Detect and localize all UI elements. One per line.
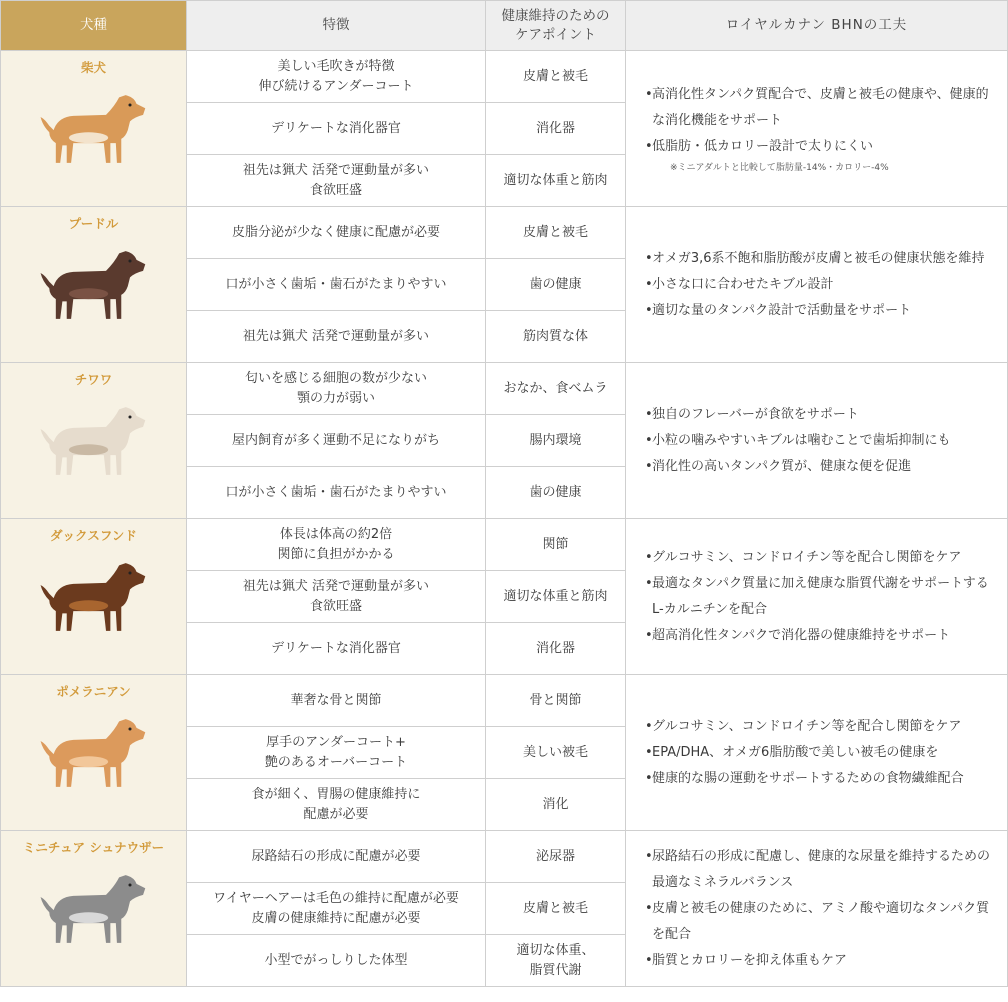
- care-point-cell: 適切な体重、 脂質代謝: [486, 935, 626, 987]
- care-point-cell: 適切な体重と筋肉: [486, 571, 626, 623]
- breed-name: ミニチュア シュナウザー: [22, 840, 165, 855]
- table-row: [1, 207, 1008, 259]
- breed-cell: [1, 675, 187, 831]
- care-point-cell: 骨と関節: [486, 675, 626, 727]
- care-point-cell: 皮膚と被毛: [486, 883, 626, 935]
- table-row: [1, 363, 1008, 415]
- care-point-cell: 歯の健康: [486, 467, 626, 519]
- feature-cell: 祖先は猟犬 活発で運動量が多い 食欲旺盛: [187, 571, 486, 623]
- chihuahua-dog-photo: [34, 395, 154, 487]
- feature-cell: 体長は体高の約2倍 関節に負担がかかる: [187, 519, 486, 571]
- bhn-point: • グルコサミン、コンドロイチン等を配合し関節をケア: [652, 714, 993, 740]
- bhn-point: • EPA/DHA、オメガ6脂肪酸で美しい被毛の健康を: [652, 740, 993, 766]
- breed-cell: [1, 831, 187, 987]
- shiba-dog-photo: [34, 83, 154, 175]
- care-point-cell: 泌尿器: [486, 831, 626, 883]
- bhn-point: • 尿路結石の形成に配慮し、健康的な尿量を維持するための最適なミネラルバランス: [652, 844, 993, 896]
- feature-cell: 屋内飼育が多く運動不足になりがち: [187, 415, 486, 467]
- feature-cell: 祖先は猟犬 活発で運動量が多い 食欲旺盛: [187, 155, 486, 207]
- bhn-point: • グルコサミン、コンドロイチン等を配合し関節をケア: [652, 545, 993, 571]
- table-row: [1, 519, 1008, 571]
- dachshund-dog-photo: [34, 551, 154, 643]
- breed-cell: [1, 519, 187, 675]
- breed-cell: [1, 363, 187, 519]
- breed-name: プードル: [68, 216, 119, 231]
- care-point-cell: 適切な体重と筋肉: [486, 155, 626, 207]
- pomeranian-dog-photo: [34, 707, 154, 799]
- breed-name: ダックスフンド: [50, 528, 137, 543]
- feature-cell: 尿路結石の形成に配慮が必要: [187, 831, 486, 883]
- feature-cell: デリケートな消化器官: [187, 103, 486, 155]
- breed-name: チワワ: [74, 372, 113, 387]
- bhn-cell: [626, 363, 1008, 519]
- feature-cell: 厚手のアンダーコート+ 艶のあるオーバーコート: [187, 727, 486, 779]
- bhn-cell: [626, 207, 1008, 363]
- care-point-cell: おなか、食べムラ: [486, 363, 626, 415]
- care-point-cell: 歯の健康: [486, 259, 626, 311]
- feature-cell: 口が小さく歯垢・歯石がたまりやすい: [187, 259, 486, 311]
- feature-cell: 口が小さく歯垢・歯石がたまりやすい: [187, 467, 486, 519]
- care-point-cell: 腸内環境: [486, 415, 626, 467]
- header-breed: 犬種: [1, 1, 187, 51]
- feature-cell: 皮脂分泌が少なく健康に配慮が必要: [187, 207, 486, 259]
- bhn-cell: [626, 519, 1008, 675]
- bhn-cell: [626, 675, 1008, 831]
- breed-name: ポメラニアン: [56, 684, 131, 699]
- care-point-cell: 消化器: [486, 623, 626, 675]
- header-row: [1, 1, 1008, 51]
- bhn-point: • 消化性の高いタンパク質が、健康な便を促進: [652, 454, 993, 480]
- poodle-dog-photo: [34, 239, 154, 331]
- care-point-cell: 関節: [486, 519, 626, 571]
- bhn-point: • 低脂肪・低カロリー設計で太りにくい: [652, 134, 993, 160]
- bhn-cell: [626, 831, 1008, 987]
- header-bhn: ロイヤルカナン BHNの工夫: [626, 1, 1008, 51]
- schnauzer-dog-photo: [34, 863, 154, 955]
- bhn-point: • 皮膚と被毛の健康のために、アミノ酸や適切なタンパク質を配合: [652, 896, 993, 948]
- bhn-cell: [626, 51, 1008, 207]
- breed-cell: [1, 207, 187, 363]
- feature-cell: 祖先は猟犬 活発で運動量が多い: [187, 311, 486, 363]
- care-point-cell: 消化: [486, 779, 626, 831]
- bhn-point: • 健康的な腸の運動をサポートするための食物繊維配合: [652, 766, 993, 792]
- care-point-cell: 消化器: [486, 103, 626, 155]
- bhn-point: • 超高消化性タンパクで消化器の健康維持をサポート: [652, 623, 993, 649]
- bhn-point: • 小粒の噛みやすいキブルは噛むことで歯垢抑制にも: [652, 428, 993, 454]
- feature-cell: 小型でがっしりした体型: [187, 935, 486, 987]
- table-row: [1, 831, 1008, 883]
- feature-cell: 華奢な骨と関節: [187, 675, 486, 727]
- care-point-cell: 皮膚と被毛: [486, 207, 626, 259]
- bhn-point: • 適切な量のタンパク設計で活動量をサポート: [652, 298, 993, 324]
- bhn-point: • 独自のフレーバーが食欲をサポート: [652, 402, 993, 428]
- feature-cell: デリケートな消化器官: [187, 623, 486, 675]
- breed-cell: [1, 51, 187, 207]
- care-point-cell: 美しい被毛: [486, 727, 626, 779]
- bhn-point: • 最適なタンパク質量に加え健康な脂質代謝をサポートするL-カルニチンを配合: [652, 571, 993, 623]
- bhn-footnote: ※ミニアダルトと比較して脂肪量-14%・カロリー-4%: [670, 162, 889, 173]
- feature-cell: 匂いを感じる細胞の数が少ない 顎の力が弱い: [187, 363, 486, 415]
- feature-cell: 美しい毛吹きが特徴 伸び続けるアンダーコート: [187, 51, 486, 103]
- table-row: [1, 51, 1008, 103]
- breed-name: 柴犬: [80, 60, 106, 75]
- bhn-point: • 脂質とカロリーを抑え体重もケア: [652, 948, 993, 974]
- header-feature: 特徴: [187, 1, 486, 51]
- bhn-point: • 小さな口に合わせたキブル設計: [652, 272, 993, 298]
- bhn-point: • 高消化性タンパク質配合で、皮膚と被毛の健康や、健康的な消化機能をサポート: [652, 82, 993, 134]
- feature-cell: 食が細く、胃腸の健康維持に 配慮が必要: [187, 779, 486, 831]
- bhn-point: • オメガ3,6系不飽和脂肪酸が皮膚と被毛の健康状態を維持: [652, 246, 993, 272]
- care-point-cell: 皮膚と被毛: [486, 51, 626, 103]
- care-point-cell: 筋肉質な体: [486, 311, 626, 363]
- table-row: [1, 675, 1008, 727]
- header-care: 健康維持のための ケアポイント: [486, 1, 626, 51]
- feature-cell: ワイヤーヘアーは毛色の維持に配慮が必要 皮膚の健康維持に配慮が必要: [187, 883, 486, 935]
